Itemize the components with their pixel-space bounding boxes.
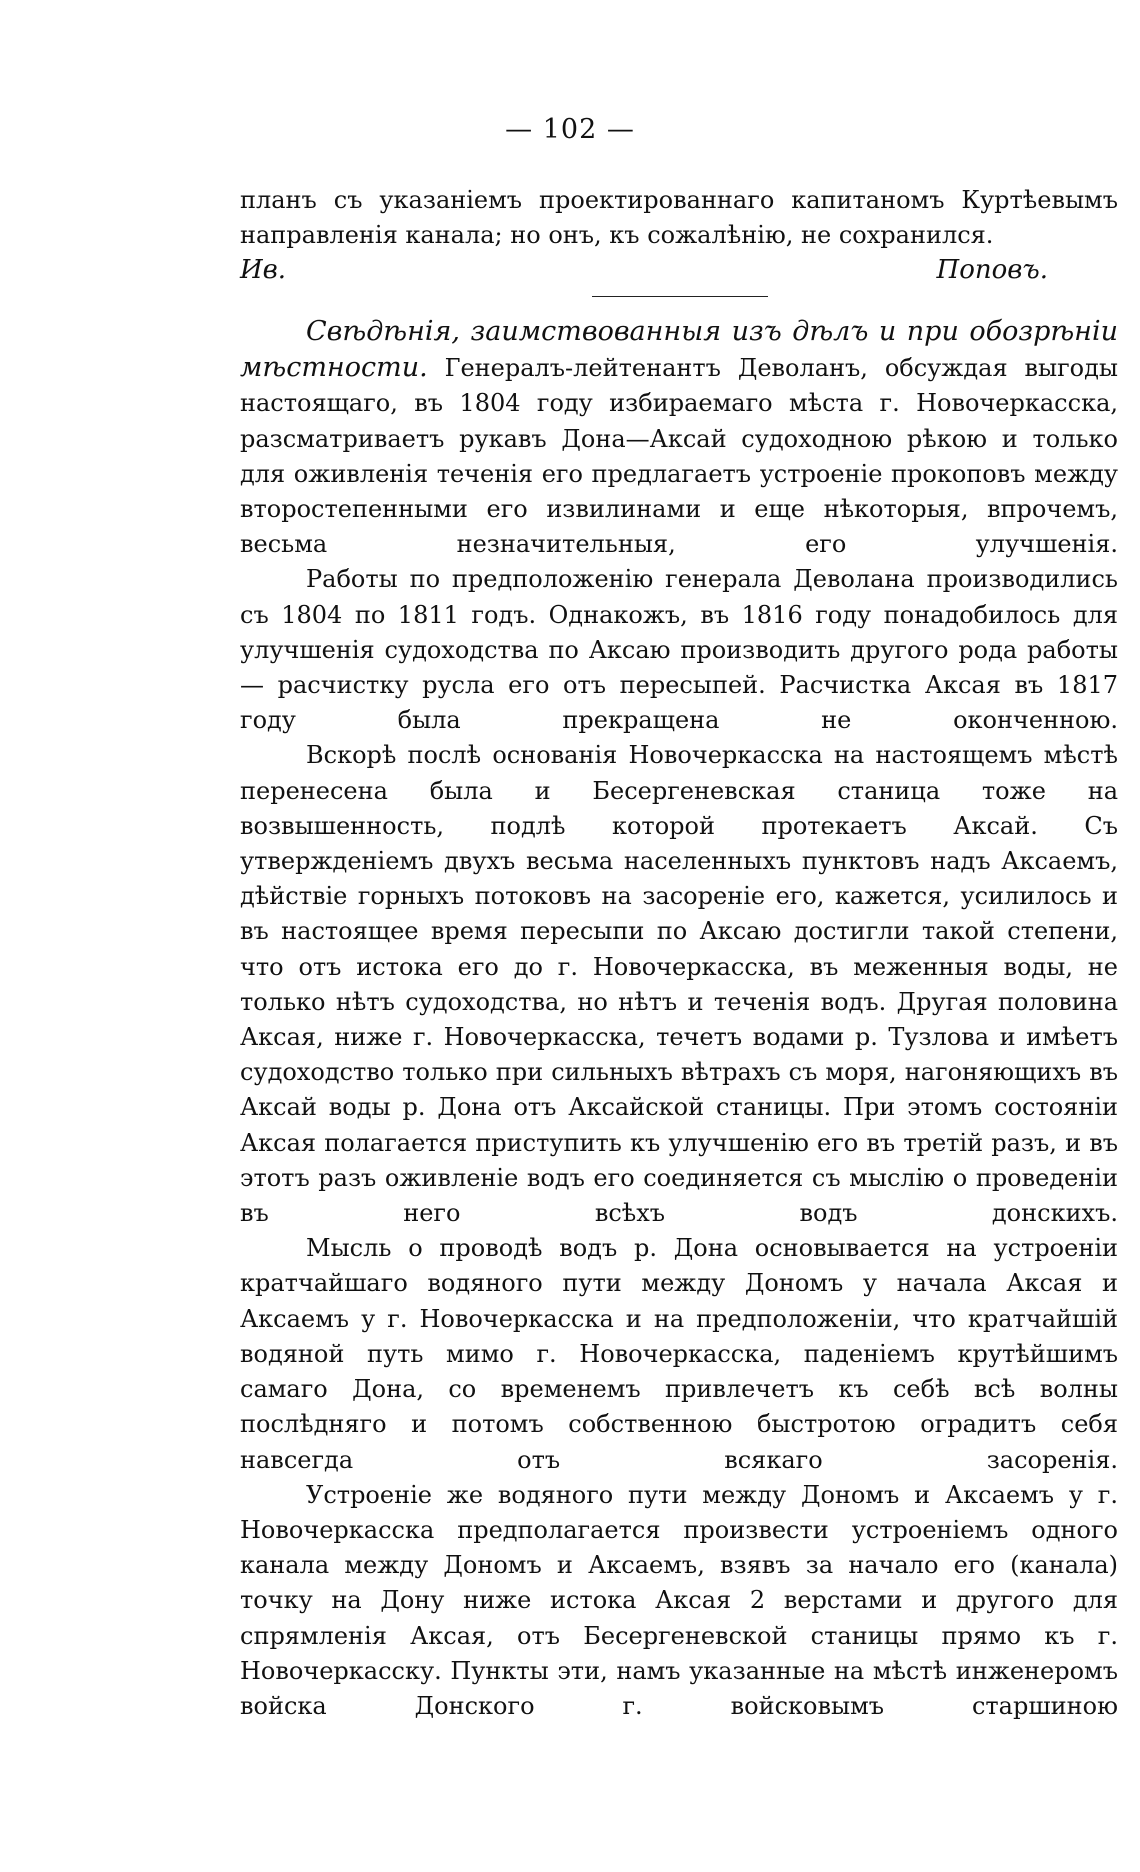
section-1 <box>240 183 1118 289</box>
paragraph-1 <box>240 314 1118 562</box>
paragraph-4: Мысль о проводѣ водъ р. Дона основывается на устроеніи кратчайшаго водяного пути между Дономъ у начала Аксая и Аксаемъ у г. Новочеркасска и на предположеніи, что кратчайшій водяной путь мимо г. Новочеркасска, паденіемъ крутѣйшимъ самаго Дона, со временемъ привлечетъ къ себѣ всѣ волны послѣдняго и потомъ собственною быстротою оградитъ себя навсегда отъ всякаго засоренія. <box>240 1234 1118 1474</box>
section-heading: Свѣдѣнія, заимствованныя изъ дѣлъ и при обозрѣніи мѣстности. <box>240 316 1118 384</box>
paragraph-3: Вскорѣ послѣ основанія Новочеркасска на настоящемъ мѣстѣ перенесена была и Бесергеневская станица тоже на возвышенность, подлѣ которой протекаетъ Аксай. Съ утвержденіемъ двухъ весьма населенныхъ пунктовъ надъ Аксаемъ, дѣйствіе горныхъ потоковъ на засореніе его, кажется, усилилось и въ настоящее время пересыпи по Аксаю достигли такой степени, что отъ истока его до г. Новочеркасска, въ меженныя воды, не только нѣтъ судоходства, но нѣтъ и теченія водъ. Другая половина Аксая, ниже г. Новочеркасска, течетъ водами р. Тузлова и имѣетъ судоходство только при сильныхъ вѣтрахъ съ моря, нагоняющихъ въ Аксай воды р. Дона отъ Аксайской станицы. При этомъ состояніи Аксая полагается приступить къ улучшенію его въ третій разъ, и въ этотъ разъ оживленіе водъ его соединяется съ мыслію о проведеніи въ него всѣхъ водъ донскихъ. <box>240 741 1118 1228</box>
section-2 <box>240 314 1118 1724</box>
paragraph-2: Работы по предположенію генерала Деволана производились съ 1804 по 1811 годъ. Однакожъ, въ 1816 году понадобилось для улучшенія судоходства по Аксаю производить другого рода работы — расчистку русла его отъ пересыпей. Расчистка Аксая въ 1817 году была прекращена не оконченною. <box>240 565 1118 735</box>
author-signature: Ив. Поповъ. <box>240 255 1048 286</box>
section-divider <box>592 296 768 297</box>
paragraph-1-text: Генералъ-лейтенантъ Деволанъ, обсуждая выгоды настоящаго, въ 1804 году избираемаго мѣста г. Новочеркасска, разсматриваетъ рукавъ Дона—Аксай судоходною рѣкою и только для оживленія теченія его предлагаетъ устроеніе прокоповъ между второстепенными его извилинами и еще нѣкоторыя, впрочемъ, весьма незначительныя, его улучшенія. <box>240 354 1118 559</box>
paragraph-5: Устроеніе же водяного пути между Дономъ и Аксаемъ у г. Новочеркасска предполагается произвести устроеніемъ одного канала между Дономъ и Аксаемъ, взявъ за начало его (канала) точку на Дону ниже истока Аксая 2 верстами и другого для спрямленія Аксая, отъ Бесергеневской станицы прямо къ г. Новочеркасску. Пункты эти, намъ указанные на мѣстѣ инженеромъ войска Донского г. войсковымъ старшиною <box>240 1480 1118 1720</box>
paragraph-continuation: планъ съ указаніемъ проектированнаго капитаномъ Куртѣевымъ направленія канала; но онъ, къ сожалѣнію, не сохранился. <box>240 186 1118 250</box>
page-number: — 102 — <box>505 114 635 145</box>
